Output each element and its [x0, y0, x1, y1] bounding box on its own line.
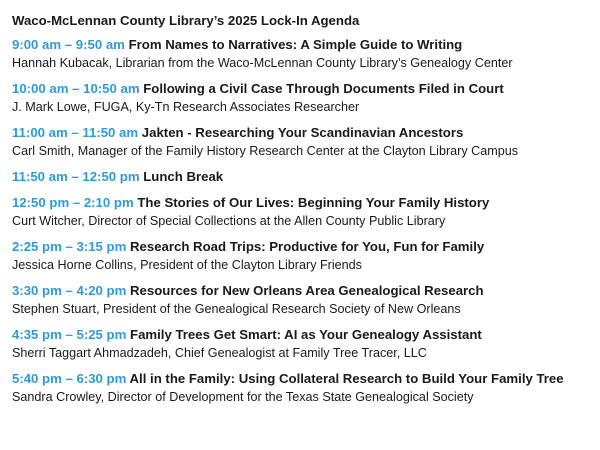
- session-speaker: J. Mark Lowe, FUGA, Ky-Tn Research Associates Researcher: [12, 100, 360, 114]
- session-heading: [12, 36, 600, 54]
- session-item: [12, 238, 600, 274]
- session-speaker: Hannah Kubacak, Librarian from the Waco-McLennan County Library’s Genealogy Center: [12, 56, 513, 70]
- session-heading: [12, 238, 600, 256]
- session-item: [12, 370, 600, 406]
- session-heading: [12, 194, 600, 212]
- session-heading: [12, 80, 600, 98]
- session-time: 11:00 am – 11:50 am: [12, 125, 139, 140]
- session-topic: From Names to Narratives: A Simple Guide to Writing: [128, 37, 463, 52]
- agenda-title: Waco-McLennan County Library’s 2025 Lock-In Agenda: [12, 13, 360, 28]
- session-heading: [12, 124, 600, 142]
- session-time: 11:50 am – 12:50 pm: [12, 169, 140, 184]
- session-item: [12, 36, 600, 72]
- session-heading: [12, 326, 600, 344]
- session-time: 5:40 pm – 6:30 pm: [12, 371, 127, 386]
- session-topic: Lunch Break: [143, 169, 224, 184]
- session-heading: [12, 168, 600, 186]
- session-item: [12, 194, 600, 230]
- session-item: [12, 326, 600, 362]
- session-time: 9:00 am – 9:50 am: [12, 37, 125, 52]
- session-speaker: Sandra Crowley, Director of Development for the Texas State Genealogical Society: [12, 390, 474, 404]
- session-time: 3:30 pm – 4:20 pm: [12, 283, 127, 298]
- session-item: [12, 80, 600, 116]
- session-heading: [12, 370, 600, 388]
- session-topic: The Stories of Our Lives: Beginning Your Family History: [137, 195, 490, 210]
- session-item: [12, 282, 600, 318]
- session-speaker: Jessica Horne Collins, President of the Clayton Library Friends: [12, 258, 362, 272]
- session-topic: All in the Family: Using Collateral Research to Build Your Family Tree: [129, 371, 564, 386]
- session-time: 4:35 pm – 5:25 pm: [12, 327, 127, 342]
- session-time: 2:25 pm – 3:15 pm: [12, 239, 127, 254]
- session-topic: Family Trees Get Smart: AI as Your Genealogy Assistant: [130, 327, 482, 342]
- session-speaker: Stephen Stuart, President of the Genealogical Research Society of New Orleans: [12, 302, 461, 316]
- session-item: [12, 124, 600, 160]
- session-topic: Resources for New Orleans Area Genealogical Research: [130, 283, 484, 298]
- session-heading: [12, 282, 600, 300]
- session-speaker: Sherri Taggart Ahmadzadeh, Chief Genealogist at Family Tree Tracer, LLC: [12, 346, 427, 360]
- session-topic: Following a Civil Case Through Documents Filed in Court: [143, 81, 504, 96]
- session-item: [12, 168, 600, 186]
- session-time: 12:50 pm – 2:10 pm: [12, 195, 134, 210]
- session-topic: Jakten - Researching Your Scandinavian Ancestors: [141, 125, 464, 140]
- session-speaker: Carl Smith, Manager of the Family History Research Center at the Clayton Library Campus: [12, 144, 519, 158]
- session-topic: Research Road Trips: Productive for You, Fun for Family: [130, 239, 485, 254]
- session-time: 10:00 am – 10:50 am: [12, 81, 140, 96]
- session-speaker: Curt Witcher, Director of Special Collections at the Allen County Public Library: [12, 214, 446, 228]
